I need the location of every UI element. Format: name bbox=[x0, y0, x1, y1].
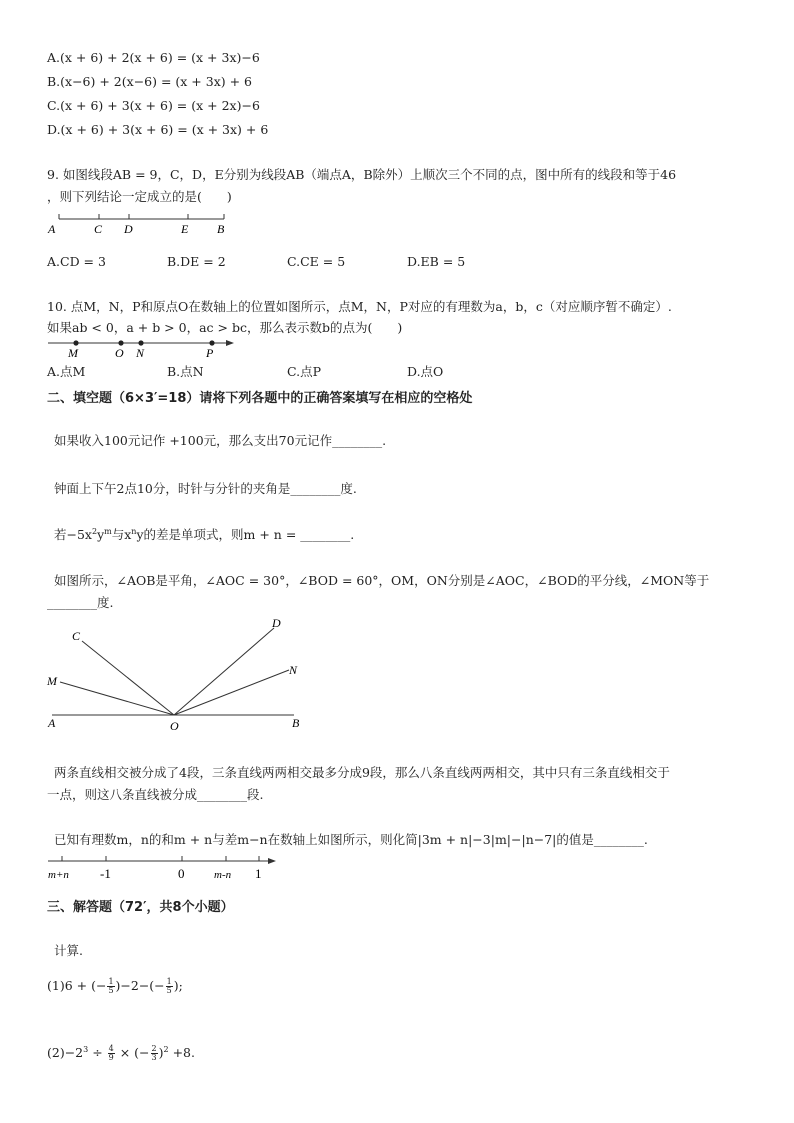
fill-q4-line1: 如图所示，∠AOB是平角，∠AOC = 30°，∠BOD = 60°，OM，ON分别是∠AOC，∠BOD的平分线，∠MON等于 bbox=[54, 573, 710, 588]
fill-q4-line2: ________度. bbox=[47, 595, 114, 610]
q9-option-d: D.EB = 5 bbox=[407, 254, 466, 269]
point-label-n: N bbox=[136, 346, 145, 360]
fraction bbox=[166, 978, 173, 995]
q9-stem-line2: ，则下列结论一定成立的是( ) bbox=[47, 189, 232, 204]
denominator: 9 bbox=[108, 1053, 114, 1062]
numerator: 4 bbox=[108, 1044, 114, 1053]
exponent: 2 bbox=[163, 1044, 169, 1054]
point-label-d: D bbox=[124, 222, 133, 236]
expr-part: )−2−(− bbox=[115, 978, 165, 993]
exponent: n bbox=[131, 526, 137, 536]
point-label-m: M bbox=[68, 346, 78, 360]
fill-q3-part: y的差是单项式，则m + n = ________. bbox=[136, 527, 355, 542]
numerator: 1 bbox=[108, 977, 114, 986]
exponent: m bbox=[104, 526, 112, 536]
q8-option-b: B.(x−6) + 2(x−6) = (x + 3x) + 6 bbox=[47, 74, 253, 89]
point-label-c: C bbox=[94, 222, 103, 236]
q10-stem-line2: 如果ab < 0，a + b > 0，ac > bc，那么表示数b的点为( ) bbox=[47, 320, 403, 335]
expr-part: (1)6 + (− bbox=[47, 978, 107, 993]
calc-problem-2 bbox=[47, 1042, 195, 1064]
denominator: 3 bbox=[151, 1053, 157, 1062]
q6-number-line-figure bbox=[44, 852, 284, 882]
denominator: 5 bbox=[108, 986, 114, 995]
angle-figure bbox=[44, 612, 314, 737]
vertex-label-o: O bbox=[170, 719, 179, 733]
point-label-b: B bbox=[217, 222, 225, 236]
fill-q3-part: 与x bbox=[111, 527, 132, 542]
q9-stem-line1: 9. 如图线段AB = 9，C，D，E分别为线段AB（端点A，B除外）上顺次三个不同的点，图中所有的线段和等于46 bbox=[47, 167, 677, 182]
fill-q3-part: y bbox=[97, 527, 105, 542]
expr-part: ); bbox=[173, 978, 183, 993]
denominator: 5 bbox=[166, 986, 172, 995]
fraction bbox=[107, 978, 114, 995]
q10-option-c: C.点P bbox=[287, 364, 322, 379]
fill-q5-line1: 两条直线相交被分成了4段，三条直线两两相交最多分成9段，那么八条直线两两相交，其中只有三条直线相交于 bbox=[54, 765, 670, 780]
ray-label-a: A bbox=[48, 716, 56, 730]
q10-option-b: B.点N bbox=[167, 364, 204, 379]
q10-number-line-figure bbox=[44, 335, 244, 361]
numerator: 1 bbox=[166, 977, 172, 986]
tick-label-1: 1 bbox=[255, 866, 262, 881]
tick-label-m-plus-n: m+n bbox=[48, 869, 69, 881]
point-label-p: P bbox=[206, 346, 214, 360]
point-label-a: A bbox=[48, 222, 56, 236]
numerator: 2 bbox=[151, 1044, 157, 1053]
fraction bbox=[151, 1045, 158, 1062]
fill-q3 bbox=[54, 527, 354, 543]
calc-problem-1 bbox=[47, 975, 183, 997]
section2-title: 二、填空题（6×3′=18）请将下列各题中的正确答案填写在相应的空格处 bbox=[47, 391, 473, 406]
fill-q6: 已知有理数m，n的和m + n与差m−n在数轴上如图所示，则化简|3m + n|−3|m|−|n−7|的值是________. bbox=[54, 832, 648, 847]
fill-q1: 如果收入100元记作 +100元，那么支出70元记作________. bbox=[54, 433, 387, 448]
ray-label-c: C bbox=[72, 629, 81, 643]
q10-option-a: A.点M bbox=[47, 364, 86, 379]
fill-q5-line2: 一点，则这八条直线被分成________段. bbox=[47, 787, 264, 802]
expr-part: ) bbox=[158, 1045, 164, 1060]
ray-label-d: D bbox=[272, 616, 281, 630]
fraction bbox=[108, 1045, 115, 1062]
ray-label-m: M bbox=[47, 674, 57, 688]
exponent: 3 bbox=[83, 1044, 89, 1054]
calc-title: 计算. bbox=[54, 943, 83, 958]
expr-part: ÷ bbox=[88, 1045, 107, 1060]
q8-option-d: D.(x + 6) + 3(x + 6) = (x + 3x) + 6 bbox=[47, 122, 269, 137]
expr-part: × (− bbox=[115, 1045, 150, 1060]
expr-part: +8. bbox=[168, 1045, 195, 1060]
point-label-o: O bbox=[115, 346, 124, 360]
fill-q3-part: 若−5x bbox=[54, 527, 92, 542]
q9-option-a: A.CD = 3 bbox=[47, 254, 106, 269]
q8-option-c: C.(x + 6) + 3(x + 6) = (x + 2x)−6 bbox=[47, 98, 260, 113]
tick-label-0: 0 bbox=[178, 866, 185, 881]
q10-stem-line1: 10. 点M，N，P和原点O在数轴上的位置如图所示，点M，N，P对应的有理数为a，b，c（对应顺序暂不确定）. bbox=[47, 299, 672, 314]
q9-segment-figure bbox=[44, 210, 234, 238]
q10-option-d: D.点O bbox=[407, 364, 444, 379]
section3-title: 三、解答题（72′，共8个小题） bbox=[47, 900, 234, 915]
q8-option-a: A.(x + 6) + 2(x + 6) = (x + 3x)−6 bbox=[47, 50, 260, 65]
q9-option-c: C.CE = 5 bbox=[287, 254, 346, 269]
fill-q2: 钟面上下午2点10分，时针与分针的夹角是________度. bbox=[54, 481, 357, 496]
tick-label-minus-1: -1 bbox=[100, 866, 111, 881]
point-label-e: E bbox=[181, 222, 189, 236]
ray-label-n: N bbox=[289, 663, 298, 677]
ray-label-b: B bbox=[292, 716, 300, 730]
tick-label-m-minus-n: m-n bbox=[214, 869, 232, 881]
exponent: 2 bbox=[91, 526, 98, 536]
expr-part: (2)−2 bbox=[47, 1045, 84, 1060]
q9-option-b: B.DE = 2 bbox=[167, 254, 226, 269]
